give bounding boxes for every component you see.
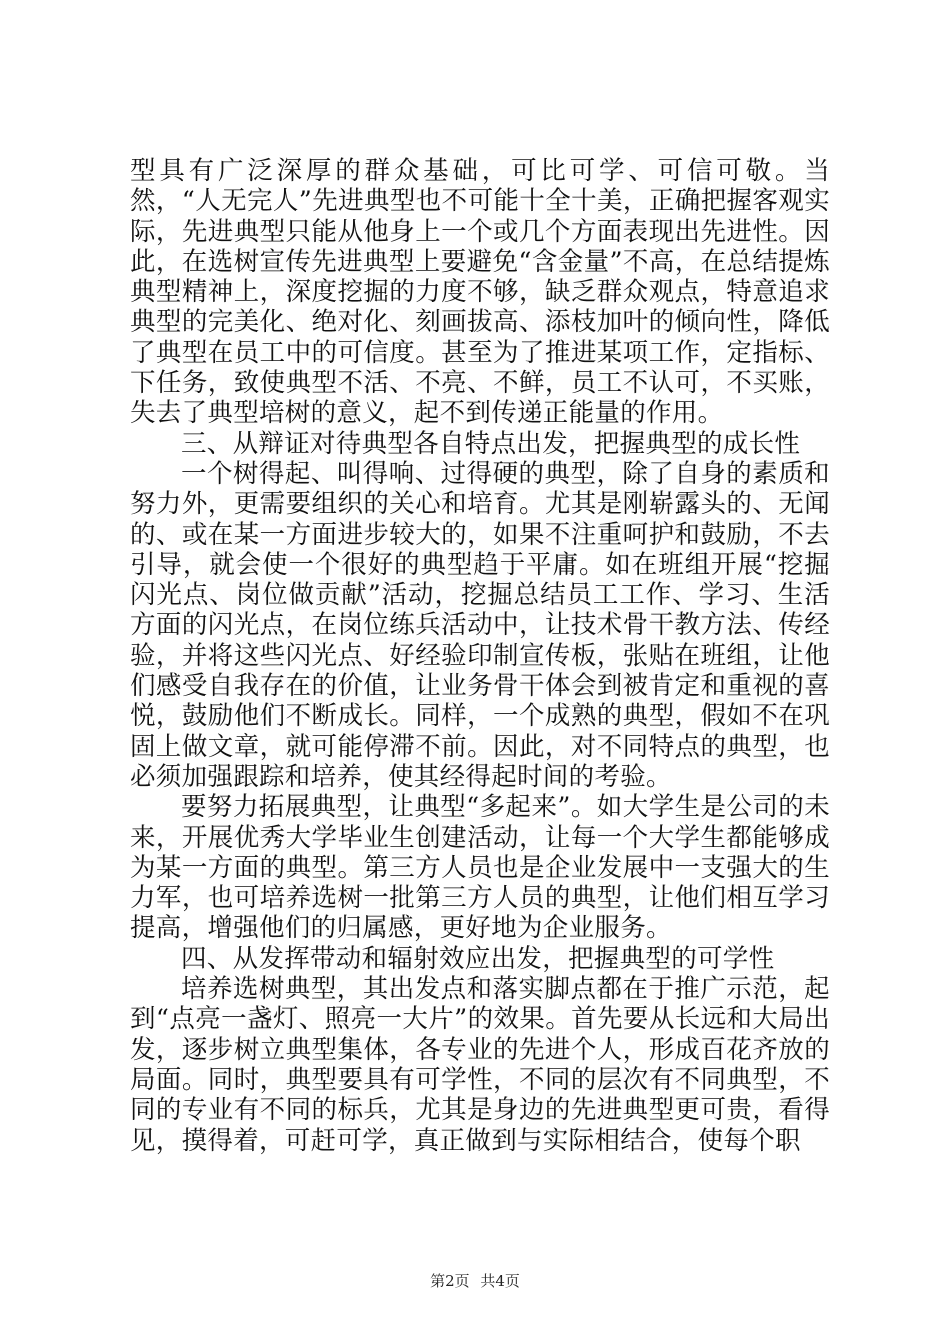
paragraph-body: 要努力拓展典型，让典型“多起来”。如大学生是公司的未来，开展优秀大学毕业生创建活动，让每一个大学生都能够成为某一方面的典型。第三方人员也是企业发展中一支强大的生力军，也可培养选树一批第三方人员的典型，让他们相互学习提高，增强他们的归属感，更好地为企业服务。: [130, 792, 830, 944]
paragraph-body: 培养选树典型，其出发点和落实脚点都在于推广示范，起到“点亮一盏灯、照亮一大片”的效果。首先要从长远和大局出发，逐步树立典型集体，各专业的先进个人，形成百花齐放的局面。同时，典型要具有可学性，不同的层次有不同典型，不同的专业有不同的标兵，尤其是身边的先进典型更可贵，看得见，摸得着，可赶可学，真正做到与实际相结合，使每个职: [130, 974, 830, 1156]
section-heading-three: 三、从辩证对待典型各自特点出发，把握典型的成长性: [181, 428, 801, 459]
paragraph-body: 一个树得起、叫得响、过得硬的典型，除了自身的素质和努力外，更需要组织的关心和培育。尤其是刚崭露头的、无闻的、或在某一方面进步较大的，如果不注重呵护和鼓励，不去引导，就会使一个很好的典型趋于平庸。如在班组开展“挖掘闪光点、岗位做贡献”活动，挖掘总结员工工作、学习、生活方面的闪光点，在岗位练兵活动中，让技术骨干教方法、传经验，并将这些闪光点、好经验印制宣传板，张贴在班组，让他们感受自我存在的价值，让业务骨干体会到被肯定和重视的喜悦，鼓励他们不断成长。同样，一个成熟的典型，假如不在巩固上做文章，就可能停滞不前。因此，对不同特点的典型，也必须加强跟踪和培养，使其经得起时间的考验。: [130, 458, 830, 792]
page-footer: [0, 1272, 950, 1290]
section-heading-four: 四、从发挥带动和辐射效应出发，把握典型的可学性: [181, 943, 775, 974]
page-number: 第2页: [430, 1272, 470, 1290]
page-total: 共4页: [480, 1272, 520, 1290]
document-body: [130, 156, 830, 1156]
paragraph-continuation: 型具有广泛深厚的群众基础，可比可学、可信可敬。当然，“人无完人”先进典型也不可能十全十美，正确把握客观实际，先进典型只能从他身上一个或几个方面表现出先进性。因此，在选树宣传先进典型上要避免“含金量”不高，在总结提炼典型精神上，深度挖掘的力度不够，缺乏群众观点，特意追求典型的完美化、绝对化、刻画拔高、添枝加叶的倾向性，降低了典型在员工中的可信度。甚至为了推进某项工作，定指标、下任务，致使典型不活、不亮、不鲜，员工不认可，不买账，失去了典型培树的意义，起不到传递正能量的作用。: [130, 156, 830, 429]
